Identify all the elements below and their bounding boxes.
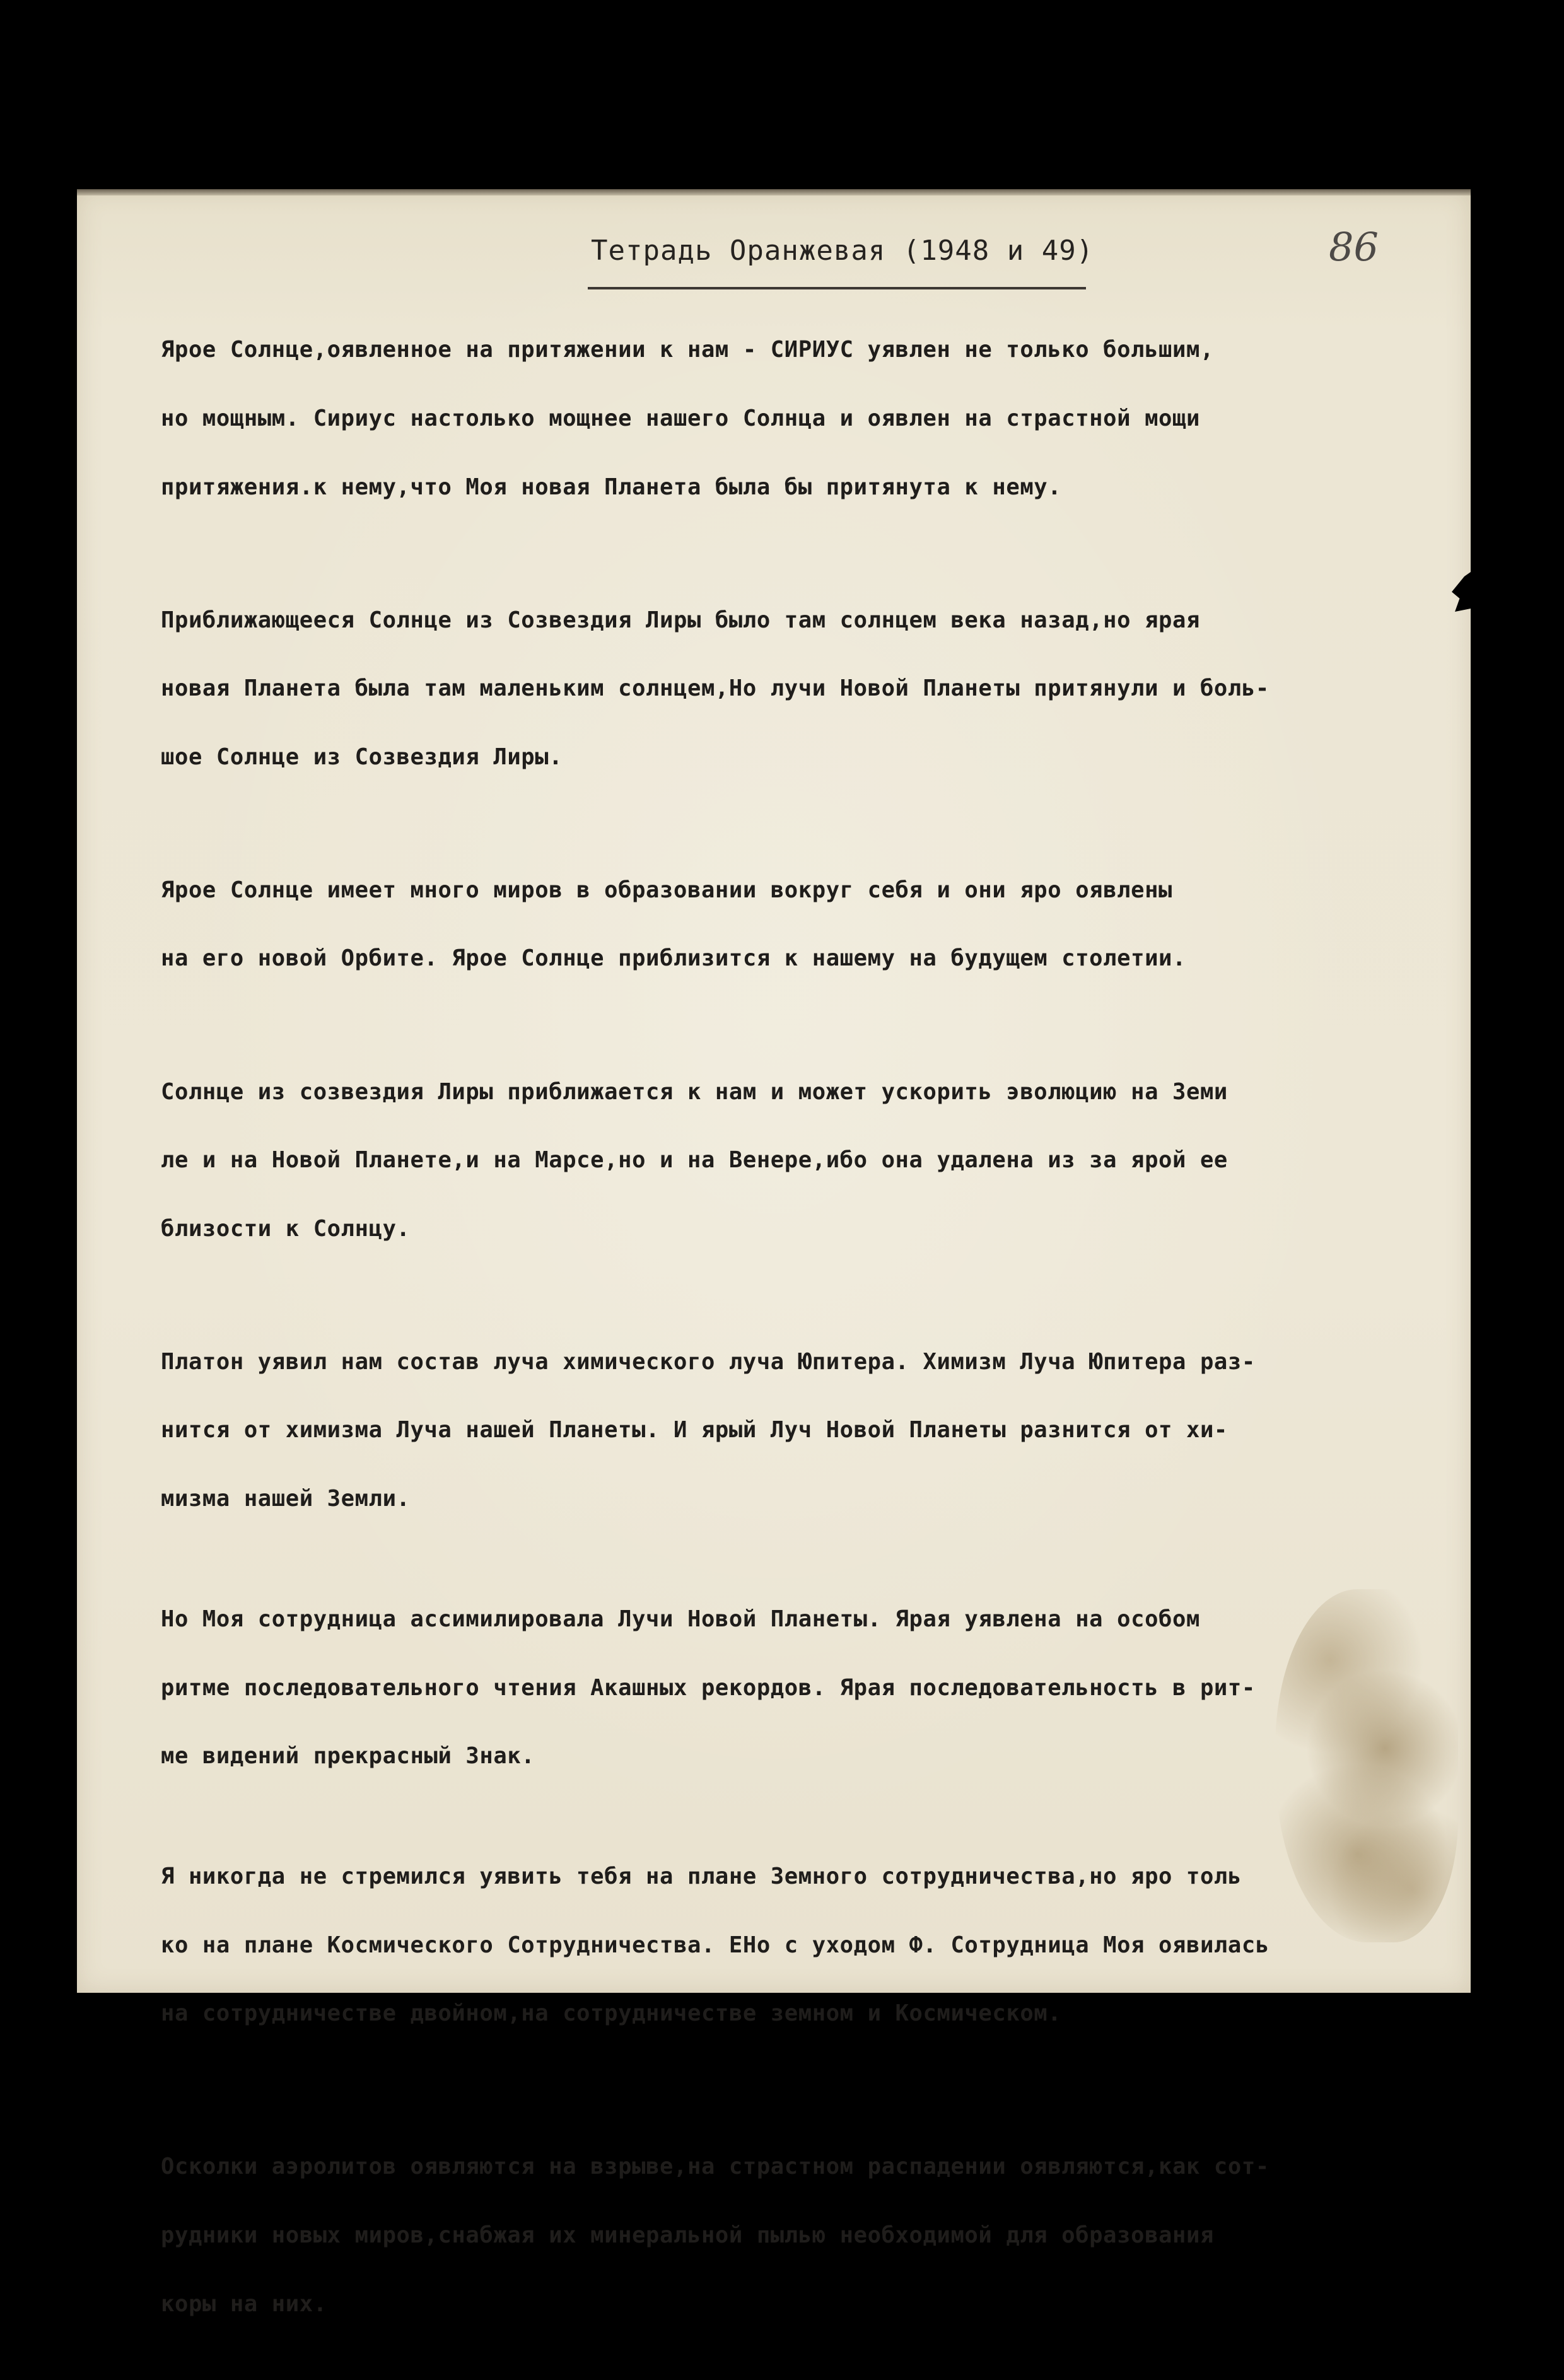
paragraph-2: [161, 563, 1454, 814]
paragraph-8: [161, 2110, 1454, 2361]
text-line: рудники новых миров,снабжая их минеральной пылью необходимой для образования: [161, 2222, 1214, 2249]
text-line: шое Солнце из Созвездия Лиры.: [161, 744, 563, 770]
text-line: Платон уявил нам состав луча химического луча Юпитера. Химизм Луча Юпитера раз-: [161, 1348, 1256, 1375]
text-line: ле и на Новой Планете,и на Марсе,но и на Венере,ибо она удалена из за ярой ее: [161, 1147, 1228, 1174]
text-line: притяжения.к нему,что Моя новая Планета была бы притянута к нему.: [161, 474, 1062, 500]
text-line: Осколки аэролитов оявляются на взрыве,на страстном распадении оявляются,как сот-: [161, 2154, 1269, 2180]
paragraph-6: [161, 1563, 1454, 1814]
text-line: Ярое Солнце имеет много миров в образовании вокруг себя и они яро оявлены: [161, 877, 1173, 903]
text-line: ко на плане Космического Сотрудничества. ЕНо с уходом Ф. Сотрудница Моя оявилась: [161, 1932, 1269, 1958]
paragraph-5: [161, 1305, 1454, 1556]
paper-top-edge: [77, 189, 1471, 195]
text-line: ме видений прекрасный Знак.: [161, 1743, 535, 1770]
paragraph-1: [161, 293, 1454, 544]
document-header: Тетрадь Оранжевая (1948 и 49): [591, 235, 1094, 267]
text-line: Солнце из созвездия Лиры приближается к нам и может ускорить эволюцию на Земи: [161, 1078, 1228, 1105]
paragraph-7: [161, 1820, 1454, 2071]
text-line: нится от химизма Луча нашей Планеты. И ярый Луч Новой Планеты разнится от хи-: [161, 1417, 1228, 1444]
document-body: [161, 293, 1454, 2380]
text-line: Я никогда не стремился уявить тебя на плане Земного сотрудничества,но яро толь: [161, 1864, 1242, 1890]
paper-sheet: [77, 189, 1471, 2317]
text-line: Ярое Солнце,оявленное на притяжении к нам - СИРИУС уявлен не только большим,: [161, 337, 1214, 363]
header-underline: [588, 287, 1086, 289]
text-line: Но Моя сотрудница ассимилировала Лучи Новой Планеты. Ярая уявлена на особом: [161, 1606, 1200, 1632]
text-line: но мощным. Сириус настолько мощнее нашего Солнца и оявлен на страстной мощи: [161, 405, 1200, 432]
text-line: на сотрудничестве двойном,на сотрудничестве земном и Космическом.: [161, 2000, 1062, 2027]
paragraph-4: [161, 1035, 1454, 1286]
text-line: мизма нашей Земли.: [161, 1485, 411, 1512]
text-line: на его новой Орбите. Ярое Солнце приблизится к нашему на будущем столетии.: [161, 945, 1186, 972]
text-line: новая Планета была там маленьким солнцем,Но лучи Новой Планеты притянули и боль-: [161, 675, 1269, 702]
text-line: ритме последовательного чтения Акашных рекордов. Ярая последовательность в рит-: [161, 1674, 1256, 1701]
paragraph-3: [161, 833, 1454, 1016]
text-line: Приближающееся Солнце из Созвездия Лиры было там солнцем века назад,но ярая: [161, 607, 1200, 633]
page-number: 86: [1329, 224, 1379, 270]
text-line: коры на них.: [161, 2290, 327, 2317]
text-line: близости к Солнцу.: [161, 1215, 411, 1242]
